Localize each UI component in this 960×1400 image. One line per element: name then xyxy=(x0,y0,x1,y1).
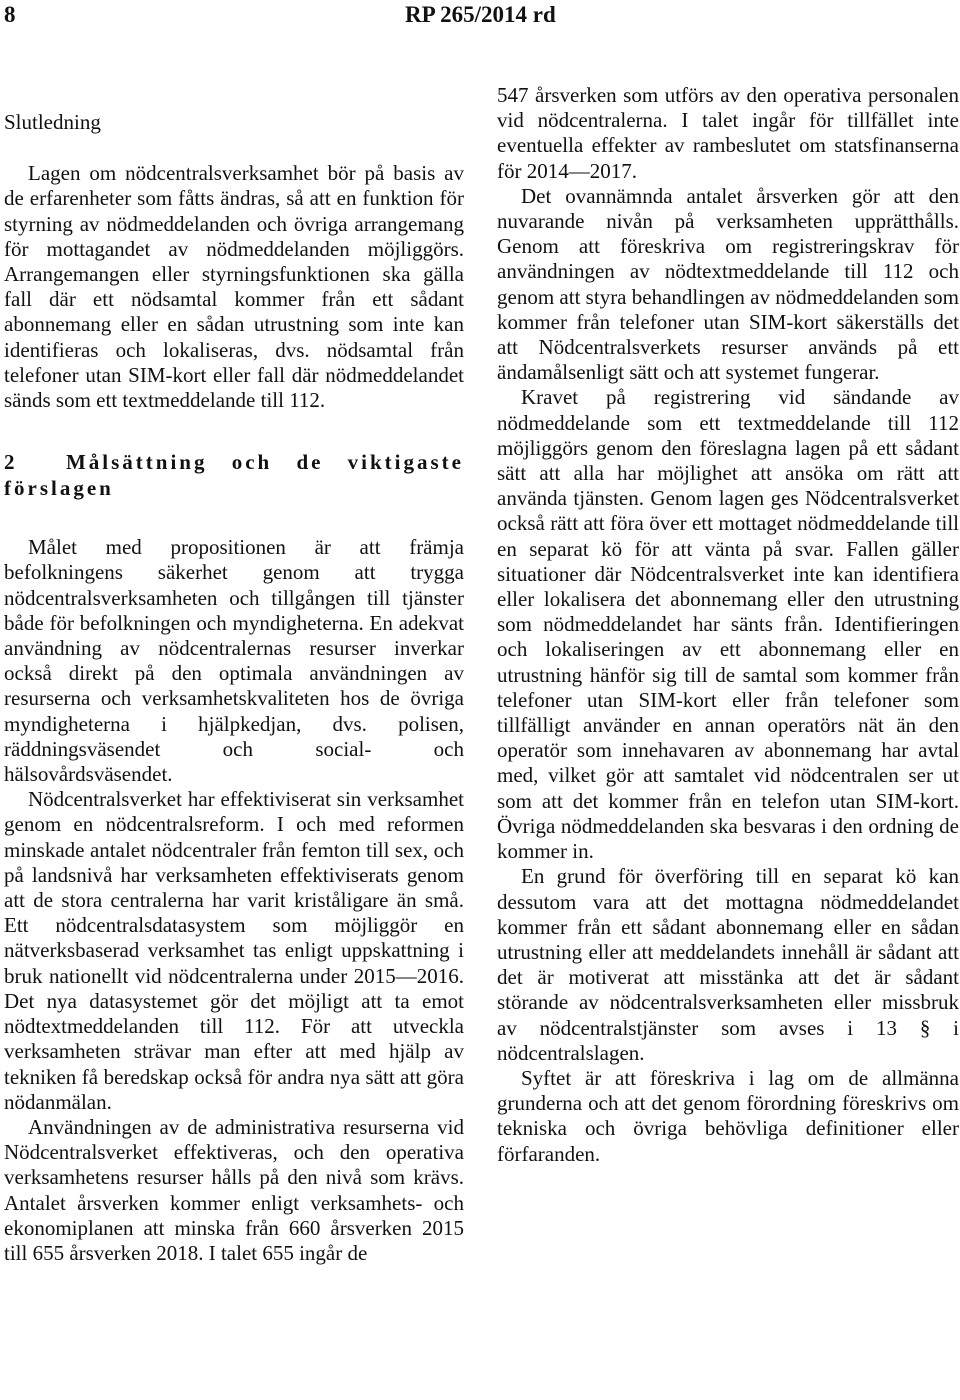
goal-paragraph: Målet med propositionen är att främja befolkningens säkerhet genom att trygga nödcentralsverksamheten och tillgången till tjänster både för befolkningen och myndigheterna. En adekvat användning av nödcentralernas resurser inverkar också direkt på den optimala användningen av resurserna och verksamhetskvaliteten hos de övriga myndigheterna i hjälpkedjan, dvs. polisen, räddningsväsendet och social- och hälsovårdsväsendet. xyxy=(4,535,464,787)
resources-paragraph: Användningen av de administrativa resurserna vid Nödcentralsverket effektiveras, och den operativa verksamhetens resurser hålls på den nivå som krävs. Antalet årsverken kommer enligt verksamhets- och ekonomiplanen att minska från 660 årsverken 2015 till 655 årsverken 2018. I talet 655 ingår de xyxy=(4,1114,464,1265)
section-title: Målsättning och de viktigaste förslagen xyxy=(4,450,464,501)
reform-paragraph: Nödcentralsverket har effektiviserat sin verksamhet genom en nödcentralsreform. I och med reformen minskade antalet nödcentraler från femton till sex, och på landsnivå har verksamheten effektiviserats genom att de stora centralerna har varit kriståligare än små. Ett nödcentralsdatasystem som möjliggör en nätverksbaserad verksamhet tas enligt uppskattning i bruk nationellt vid nödcentralerna under 2015—2016. Det nya datasystemet gör det möjligt att ta emot nödtextmeddelanden till 112. För att utveckla verksamheten strävar man efter att med hjälp av tekniken få beredskap också för andra nya sätt att göra nödanmälan. xyxy=(4,787,464,1114)
separate-queue-paragraph: En grund för överföring till en separat kö kan dessutom vara att det mottagna nödmeddelandet kommer från ett sådant abonnemang eller en sådan utrustning eller att meddelandets innehåll är sådant att det är motiverat att misstänka att det är sådant störande av nödcentralsverksamheten eller missbruk av nödcentralstjänster som avses i 13 § i nödcentralslagen. xyxy=(497,864,959,1065)
continuation-paragraph: 547 årsverken som utförs av den operativa personalen vid nödcentralerna. I talet ingår för tillfället inte eventuella effekter av rambeslutet om statsfinanserna för 2014—2017. xyxy=(497,83,959,183)
purpose-paragraph: Syftet är att föreskriva i lag om de allmänna grunderna och att det genom förordning föreskrivs om tekniska och övriga behövliga definitioner eller förfaranden. xyxy=(497,1065,959,1166)
conclusion-paragraph: Lagen om nödcentralsverksamhet bör på basis av de erfarenheter som fåtts ändras, så att en funktion för styrning av nödmeddelanden och övriga arrangemang för mottagandet av nödmeddelanden möjliggörs. Arrangemangen eller styrningsfunktionen ska gälla fall där ett nödsamtal kommer från ett sådant abonnemang eller en sådan utrustning som inte kan identifieras och lokaliseras, dvs. nödsamtal från telefoner utan SIM-kort eller fall där nödmeddelandet sänds som ett textmeddelande till 112. xyxy=(4,161,464,413)
page-header xyxy=(0,0,960,36)
conclusion-heading: Slutledning xyxy=(4,110,101,134)
page-number: 8 xyxy=(4,2,16,27)
man-years-paragraph: Det ovannämnda antalet årsverken gör att den nuvarande nivån på verksamheten upprätthålls. Genom att föreskriva om registreringskrav för användningen av nödtextmeddelande till 112 och genom att styra behandlingen av nödmeddelanden som kommer från telefoner utan SIM-kort säkerställs det att Nödcentralsverkets resurser används på ett ändamålsenligt sätt och att systemet fungerar. xyxy=(497,183,959,385)
section-heading xyxy=(4,449,464,501)
right-column xyxy=(497,83,959,1167)
registration-paragraph: Kravet på registrering vid sändande av nödmeddelande som ett textmeddelande till 112 möjliggörs genom den föreslagna lagen på ett sådant sätt att alla har möjlighet att ansöka om rätt att använda tjänsten. Genom lagen ges Nödcentralsverket också rätt att föra över ett mottaget nödmeddelande till en separat kö för att vänta på svar. Fallen gäller situationer där Nödcentralsverket inte kan identifiera eller lokalisera det abonnemang eller den utrustning som nödmeddelandet har sänts från. Identifieringen och lokaliseringen av ett abonnemang eller en utrustning hänför sig till de samtal som kommer från telefoner utan SIM-kort eller från telefoner som tillfälligt använder en annan operatörs nät än den operatör som innehavaren av abonnemang har avtal med, vilket gör att samtalet vid nödcentralen ser ut som att det kommer från en telefon utan SIM-kort. Övriga nödmeddelanden ska besvaras i den ordning de kommer in. xyxy=(497,385,959,864)
document-id: RP 265/2014 rd xyxy=(405,2,556,27)
left-column xyxy=(4,82,464,1266)
section-number: 2 xyxy=(4,450,18,475)
